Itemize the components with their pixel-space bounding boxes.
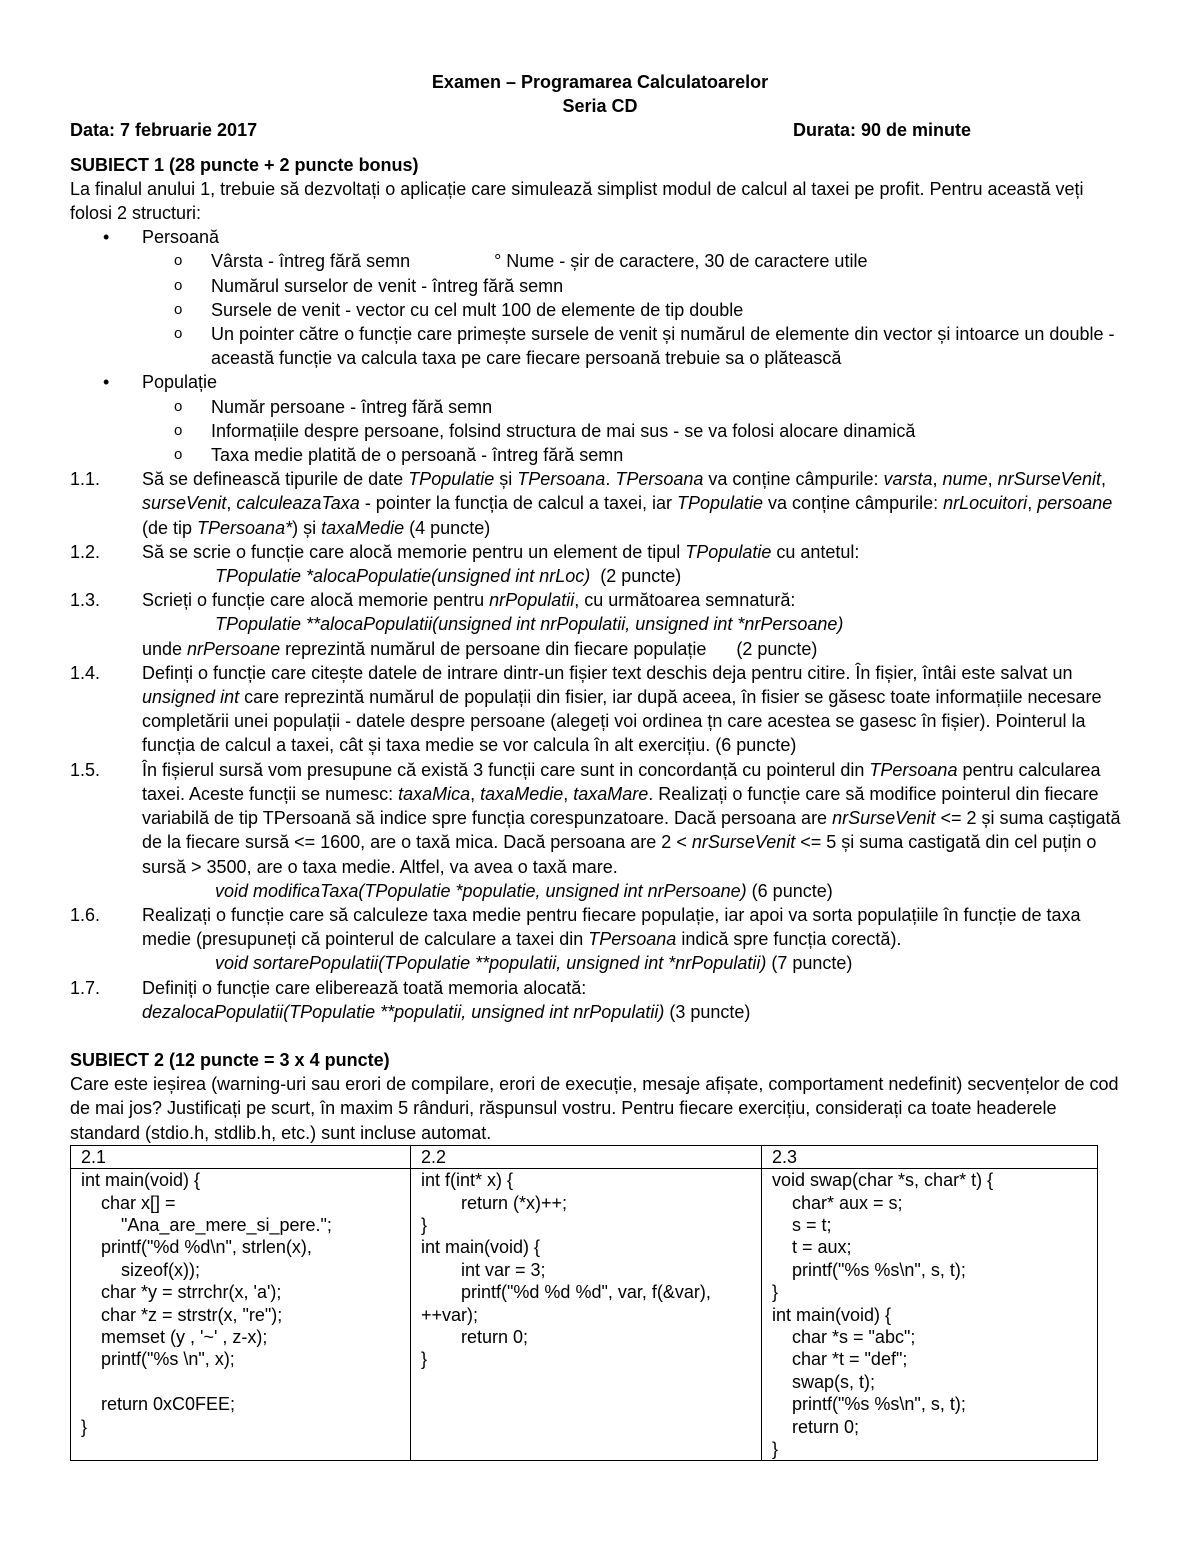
col-2-2-title: 2.2: [411, 1145, 762, 1168]
field-pointer: o Un pointer către o funcție care primește sursele de venit și numărul de elemente din vector și intoarce un double - această funcție va calcula taxa pe care fiecare persoană trebuie sa o plătească: [174, 324, 1115, 369]
code-table-header-row: [71, 1145, 1098, 1168]
question-1-1: 1.1. Să se definească tipurile de date TPopulatie și TPersoana. TPersoana va conține câmpurile: varsta, nume, nrSurseVenit, surseVenit, calculeazaTaxa - pointer la funcția de calcul a taxei, iar TPopulatie va conține câmpurile: nrLocuitori, persoane (de tip TPersoana*) și taxaMedie (4 puncte): [70, 469, 1113, 538]
field-taxa-medie: o Taxa medie platită de o persoană - întreg fără semn: [70, 443, 1130, 467]
question-1-6: 1.6. Realizați o funcție care să calculeze taxa medie pentru fiecare populație, iar apoi va sorta populațiile în funcție de taxa medie (presupuneți că pointerul de calculare a taxei din TPersoana indică spre funcția corectă).: [70, 904, 1081, 950]
field-surse: o Sursele de venit - vector cu cel mult 100 de elemente de tip double: [70, 298, 1130, 322]
exam-date: Data: 7 februarie 2017: [70, 120, 258, 141]
code-2-2: int f(int* x) { return (*x)++; } int main(void) { int var = 3; printf("%d %d %d", var, f(&var), ++var); return 0; }: [411, 1169, 762, 1461]
subject2-heading: SUBIECT 2 (12 puncte = 3 x 4 puncte): [70, 1049, 390, 1070]
sub-bullet-icon: o: [174, 446, 183, 464]
question-1-4: 1.4. Definți o funcție care citește datele de intrare dintr-un fișier text deschis deja pentru citire. În fișier, întâi este salvat un unsigned int care reprezintă numărul de populații din fisier, iar după aceea, în fisier se găsesc toate informațiile necesare completării unei populații - datele despre persoane (alegeți voi ordinea țn care acestea se gasesc în fișier). Pointerul la funcția de calcul a taxei, cât și taxa medie se vor calcula în alt exercițiu. (6 puncte): [70, 662, 1102, 756]
exam-page: [70, 70, 1130, 1461]
exam-title: Examen – Programarea Calculatoarelor: [431, 72, 769, 92]
question-1-2: 1.2. Să se scrie o funcție care alocă memorie pentru un element de tipul TPopulatie cu antetul:: [70, 541, 860, 562]
sub-bullet-icon: o: [174, 252, 183, 270]
signature-1-6: void sortarePopulatii(TPopulatie **populatii, unsigned int *nrPopulatii) (7 puncte): [215, 953, 853, 974]
struct-populatie: • Populație: [70, 370, 1130, 394]
subject1-heading: SUBIECT 1 (28 puncte + 2 puncte bonus): [70, 154, 419, 175]
signature-1-5: void modificaTaxa(TPopulatie *populatie, unsigned int nrPersoane) (6 puncte): [215, 880, 833, 901]
col-2-1-title: 2.1: [71, 1145, 411, 1168]
signature-1-2: TPopulatie *alocaPopulatie(unsigned int nrLoc) (2 puncte): [215, 566, 682, 587]
exam-series: Seria CD: [562, 96, 638, 117]
bullet-icon: •: [103, 372, 110, 393]
bullet-icon: •: [103, 227, 110, 248]
signature-1-7: dezalocaPopulatii(TPopulatie **populatii, unsigned int nrPopulatii) (3 puncte): [142, 1001, 751, 1022]
col-2-3-title: 2.3: [762, 1145, 1098, 1168]
question-1-3: 1.3. Scrieți o funcție care alocă memorie pentru nrPopulatii, cu următoarea semnatură:: [70, 590, 796, 611]
exam-duration: Durata: 90 de minute: [792, 120, 971, 141]
field-varsta: o Vârsta - întreg fără semn ° Nume - șir de caractere, 30 de caractere utile: [70, 249, 1130, 273]
sub-bullet-icon: o: [174, 325, 183, 343]
field-nr-surse: o Numărul surselor de venit - întreg fără semn: [70, 274, 1130, 298]
subject2-intro: Care este ieșirea (warning-uri sau erori de compilare, erori de execuție, mesaje afișate, comportament nedefinit) secvențelor de cod de mai jos? Justificați pe scurt, în maxim 5 rânduri, răspunsul vostru. Pentru fiecare exercițiu, considerați ca toate headerele standard (stdio.h, stdlib.h, etc.) sunt incluse automat.: [70, 1074, 1119, 1143]
field-nr-persoane: o Număr persoane - întreg fără semn: [70, 395, 1130, 419]
sub-bullet-icon: o: [174, 276, 183, 294]
question-1-3-note: unde nrPersoane reprezintă numărul de persoane din fiecare populație (2 puncte): [142, 638, 818, 659]
question-1-5: 1.5. În fișierul sursă vom presupune că există 3 funcții care sunt in concordanță cu pointerul din TPersoana pentru calcularea taxei. Aceste funcții se numesc: taxaMica, taxaMedie, taxaMare. Realizați o funcție care să modifice pointerul din fiecare variabilă de tip TPersoană să indice spre funcția corespunzatoare. Dacă persoana are nrSurseVenit <= 2 și suma caștigată de la fiecare sursă <= 1600, are o taxă mica. Dacă persoana are 2 < nrSurseVenit <= 5 și suma castigată din cel puțin o sursă > 3500, are o taxa medie. Altfel, va avea o taxă mare.: [70, 759, 1121, 877]
code-2-3: void swap(char *s, char* t) { char* aux = s; s = t; t = aux; printf("%s %s\n", s, t); } int main(void) { char *s = "abc"; char *t = "def"; swap(s, t); printf("%s %s\n", s, t); return 0; }: [762, 1169, 1098, 1461]
field-persoane: o Informațiile despre persoane, folsind structura de mai sus - se va folosi alocare dinamică: [70, 419, 1130, 443]
subject1-intro: La finalul anului 1, trebuie să dezvoltați o aplicație care simulează simplist modul de calcul al taxei pe profit. Pentru această veți folosi 2 structuri:: [70, 178, 1084, 224]
signature-1-3: TPopulatie **alocaPopulatii(unsigned int nrPopulatii, unsigned int *nrPersoane): [215, 614, 844, 635]
sub-bullet-icon: o: [174, 300, 183, 318]
sub-bullet-icon: o: [174, 421, 183, 439]
struct-persoana: • Persoană: [70, 225, 1130, 249]
code-table: [70, 1145, 1098, 1462]
code-table-body-row: [71, 1169, 1098, 1461]
date-row: [70, 118, 1130, 142]
code-2-1: int main(void) { char x[] = "Ana_are_mere_si_pere."; printf("%d %d\n", strlen(x), sizeof(x)); char *y = strrchr(x, 'a'); char *z = strstr(x, "re"); memset (y , '~' , z-x); printf("%s \n", x); return 0xC0FEE; }: [71, 1169, 411, 1461]
question-1-7: 1.7. Definiți o funcție care eliberează toată memoria alocată:: [70, 977, 587, 998]
sub-bullet-icon: o: [174, 397, 183, 415]
